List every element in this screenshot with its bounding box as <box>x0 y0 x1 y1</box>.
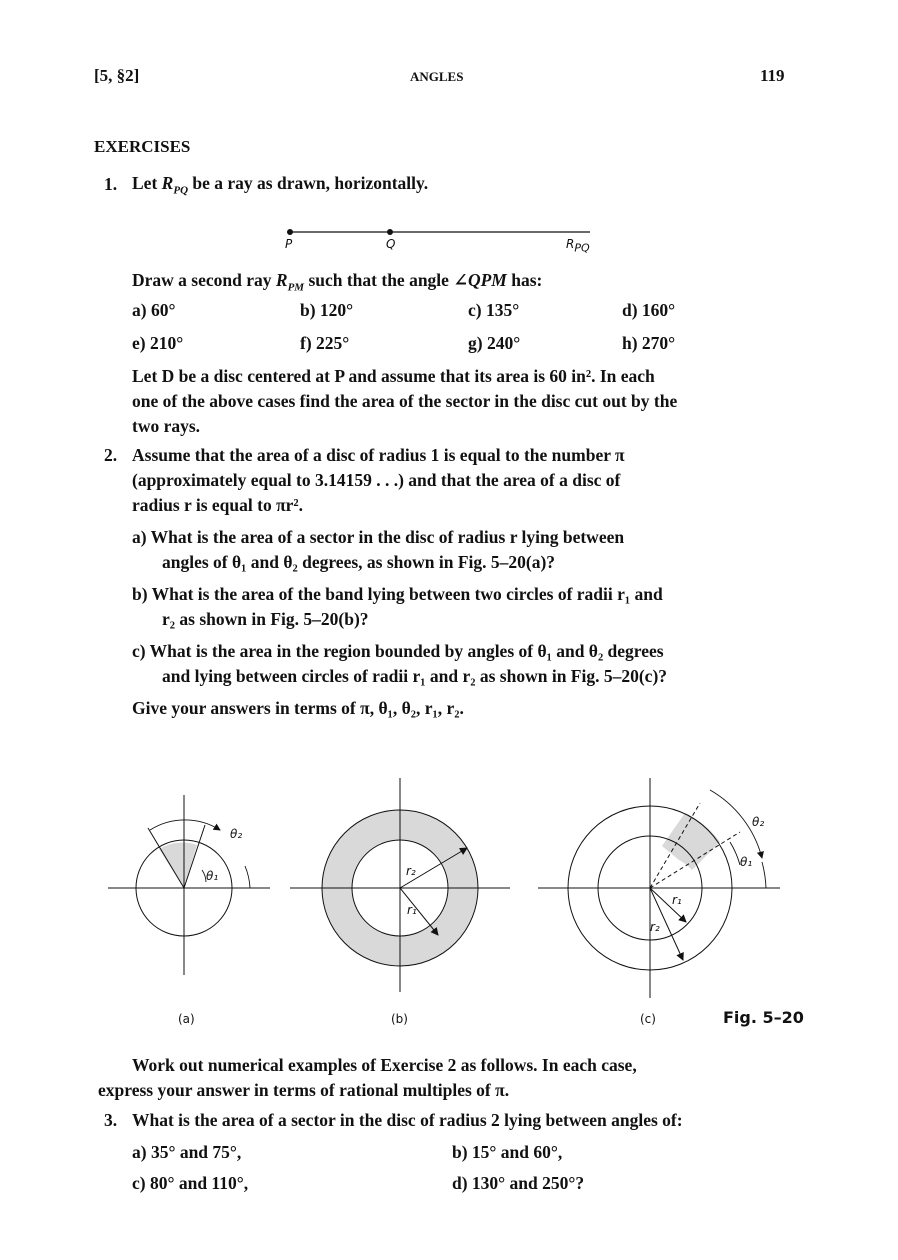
fig-c-theta1: θ₁ <box>740 855 753 869</box>
exercise-1-para-line-3: two rays. <box>132 416 201 436</box>
fig-label-b: (b) <box>391 1012 408 1026</box>
option-f: f) 225° <box>300 333 350 353</box>
fig-label-a: (a) <box>178 1012 195 1026</box>
exercise-3-number: 3. <box>104 1110 118 1130</box>
fig-b-r1: r₁ <box>407 903 417 917</box>
header-title: ANGLES <box>410 69 464 84</box>
exercise-1-para-line-2: one of the above cases find the area of the sector in the disc cut out by the <box>132 391 678 411</box>
fig-c-r2: r₂ <box>650 920 660 934</box>
option-c: c) 135° <box>468 300 520 320</box>
ray-label-q: Q <box>386 237 396 251</box>
ray-label-r: $R_{PQ}$ <box>566 237 590 255</box>
exercise-2b-line-2: r₂ as shown in Fig. 5–20(b)? <box>162 609 369 629</box>
option-b: b) 120° <box>300 300 354 320</box>
fig-label-c: (c) <box>640 1012 656 1026</box>
exercise-2c-line-1: c) What is the area in the region bounded by angles of θ₁ and θ₂ degrees <box>132 641 664 661</box>
ex3-option-c: c) 80° and 110°, <box>132 1173 249 1193</box>
figure-a <box>108 795 270 975</box>
work-line-2: express your answer in terms of rational multiples of π. <box>98 1080 510 1100</box>
fig-c-theta2: θ₂ <box>752 815 765 829</box>
page-number: 119 <box>760 66 785 85</box>
exercise-2-number: 2. <box>104 445 118 465</box>
fig-a-theta2: θ₂ <box>230 827 243 841</box>
section-title: EXERCISES <box>94 137 191 156</box>
exercise-2a-line-2: angles of θ₁ and θ₂ degrees, as shown in Fig. 5–20(a)? <box>162 552 556 572</box>
option-a: a) 60° <box>132 300 176 320</box>
option-h: h) 270° <box>622 333 676 353</box>
option-e: e) 210° <box>132 333 184 353</box>
figure-caption: Fig. 5–20 <box>723 1008 804 1027</box>
option-g: g) 240° <box>468 333 521 353</box>
exercise-1-number: 1. <box>104 174 118 194</box>
exercise-2c-line-2: and lying between circles of radii r₁ and r₂ as shown in Fig. 5–20(c)? <box>162 666 668 686</box>
ray-label-p: P <box>285 237 293 251</box>
exercise-2-give: Give your answers in terms of π, θ₁, θ₂, r₁, r₂. <box>132 698 464 718</box>
figure-c <box>538 778 780 998</box>
work-line-1: Work out numerical examples of Exercise 2 as follows. In each case, <box>132 1055 637 1075</box>
fig-b-r2: r₂ <box>406 864 416 878</box>
exercise-2-line-1: Assume that the area of a disc of radius 1 is equal to the number π <box>132 445 625 465</box>
exercise-1-intro: Let $R_{PQ}$ be a ray as drawn, horizontally. <box>132 173 429 197</box>
exercise-3-text: What is the area of a sector in the disc of radius 2 lying between angles of: <box>132 1110 683 1130</box>
option-d: d) 160° <box>622 300 676 320</box>
figure-5-20 <box>90 770 820 1020</box>
ex3-option-b: b) 15° and 60°, <box>452 1142 563 1162</box>
ex3-option-d: d) 130° and 250°? <box>452 1173 585 1193</box>
header-section: [5, §2] <box>94 66 140 85</box>
figure-b <box>290 778 510 992</box>
fig-c-r1: r₁ <box>672 893 682 907</box>
exercise-2-line-3: radius r is equal to πr². <box>132 495 304 515</box>
exercise-1-para-line-1: Let D be a disc centered at P and assume that its area is 60 in². In each <box>132 366 655 386</box>
exercise-2a-line-1: a) What is the area of a sector in the disc of radius r lying between <box>132 527 625 547</box>
exercise-2b-line-1: b) What is the area of the band lying between two circles of radii r₁ and <box>132 584 663 604</box>
exercise-1-prompt: Draw a second ray $R_{PM}$ such that the angle ∠QPM has: <box>132 270 543 294</box>
fig-a-theta1: θ₁ <box>206 869 219 883</box>
exercise-2-line-2: (approximately equal to 3.14159 . . .) and that the area of a disc of <box>132 470 621 490</box>
ex3-option-a: a) 35° and 75°, <box>132 1142 242 1162</box>
